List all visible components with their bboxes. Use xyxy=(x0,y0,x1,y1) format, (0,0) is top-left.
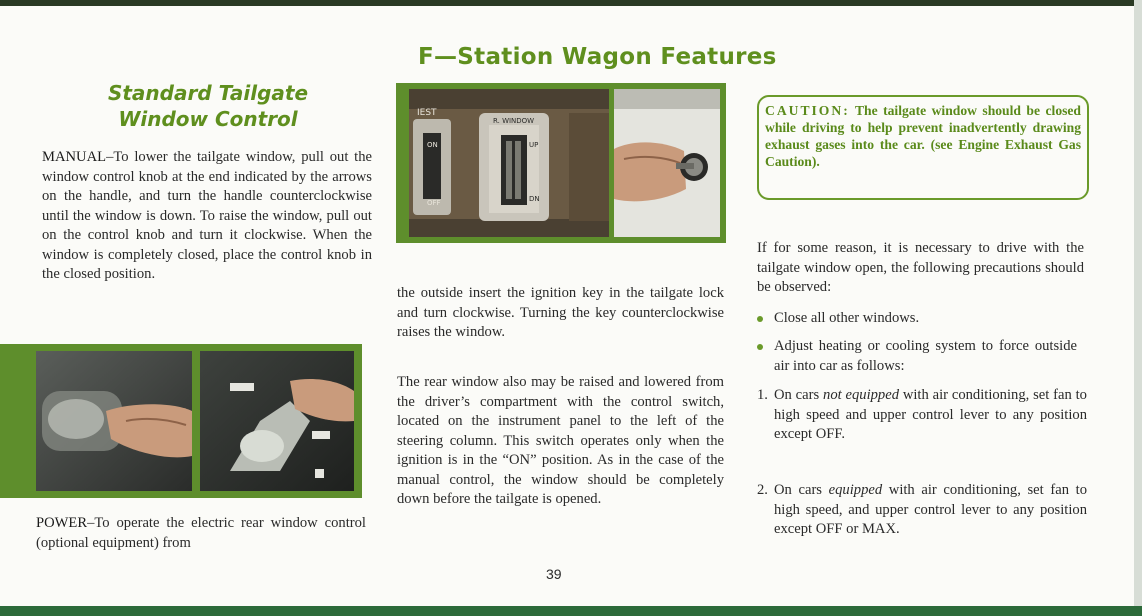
section-title xyxy=(60,80,356,132)
power-text: –To operate the electric rear window control (optional equipment) from xyxy=(36,515,366,551)
manual-text: –To lower the tailgate window, pull out the window control knob at the end indicated by the arrows on the handle, and turn the handle counterclockwise until the window is down. To raise the window, pull out on the control knob and turn it clockwise. When the window is completely closed, place the control knob in the closed position. xyxy=(42,149,372,282)
photo-tailgate-key xyxy=(614,89,720,237)
bullet-text: Adjust heating or cooling system to force outside air into car as follows: xyxy=(774,338,1077,374)
item-emphasis: not equipped xyxy=(823,387,899,403)
page-number: 39 xyxy=(546,566,562,582)
label-switch-off: OFF xyxy=(427,199,441,207)
control-switch-paragraph: The rear window also may be raised and lowered from the driver’s compartment with the control switch, located on the instrument panel to the left of the steering column. This switch operates only when the ignition is in the “ON” position. As in the case of the manual control, the window should be completely down before the tailgate is opened. xyxy=(397,374,724,507)
list-item xyxy=(757,309,1077,329)
svg-text:IEST: IEST xyxy=(417,108,437,118)
power-label: POWER xyxy=(36,515,88,531)
label-dn: DN xyxy=(529,195,540,203)
photo-knob-closeup xyxy=(36,351,192,491)
bullet-text: Close all other windows. xyxy=(774,310,920,326)
caution-text: The tailgate window should be closed while driving to help prevent inadvertently drawing exhaust gases into the car. (see Engine Exhaust Gas Caution). xyxy=(765,103,1081,169)
photo-manual-control-frame xyxy=(0,344,362,498)
item-number: 2. xyxy=(757,482,768,498)
section-title-line1: Standard Tailgate xyxy=(107,81,309,105)
photo-power-switch xyxy=(409,89,609,237)
manual-paragraph xyxy=(42,148,372,285)
item-text-pre: On cars xyxy=(774,387,824,403)
page-right-edge xyxy=(1134,0,1142,616)
list-item xyxy=(757,337,1077,376)
power-paragraph xyxy=(36,514,366,553)
item-text xyxy=(774,386,1087,445)
page-top-edge xyxy=(0,0,1142,6)
caution-box xyxy=(757,95,1089,200)
item-text-post: with air conditioning, set fan to high speed, and upper control lever to any position except OFF or MAX. xyxy=(774,482,1087,537)
key-operation-paragraph: the outside insert the ignition key in the tailgate lock and turn clockwise. Turning the key counterclockwise raises the window. xyxy=(397,285,724,340)
bullet-dot xyxy=(757,316,763,322)
label-r-window: R. WINDOW xyxy=(493,117,535,125)
item-text-post: with air conditioning, set fan to high speed and upper control lever to any position except OFF. xyxy=(774,387,1087,442)
precautions-intro: If for some reason, it is necessary to drive with the tailgate window open, the following precautions should be observed: xyxy=(757,240,1084,295)
numbered-item xyxy=(757,481,1087,540)
item-text-pre: On cars xyxy=(774,482,829,498)
bullet-dot xyxy=(757,344,763,350)
item-text xyxy=(774,481,1087,540)
label-up: UP xyxy=(529,141,539,149)
caution-label: CAUTION: xyxy=(765,103,850,118)
item-number: 1. xyxy=(757,387,768,403)
photo-power-switch-frame xyxy=(396,83,726,243)
page-bottom-edge xyxy=(0,606,1142,616)
numbered-item xyxy=(757,386,1087,445)
page-title: F—Station Wagon Features xyxy=(418,44,777,70)
photo-handle-arrows xyxy=(200,351,354,491)
item-emphasis: equipped xyxy=(828,482,883,498)
section-title-line2: Window Control xyxy=(118,107,298,131)
label-switch-on: ON xyxy=(427,141,438,149)
manual-label: MANUAL xyxy=(42,149,107,165)
